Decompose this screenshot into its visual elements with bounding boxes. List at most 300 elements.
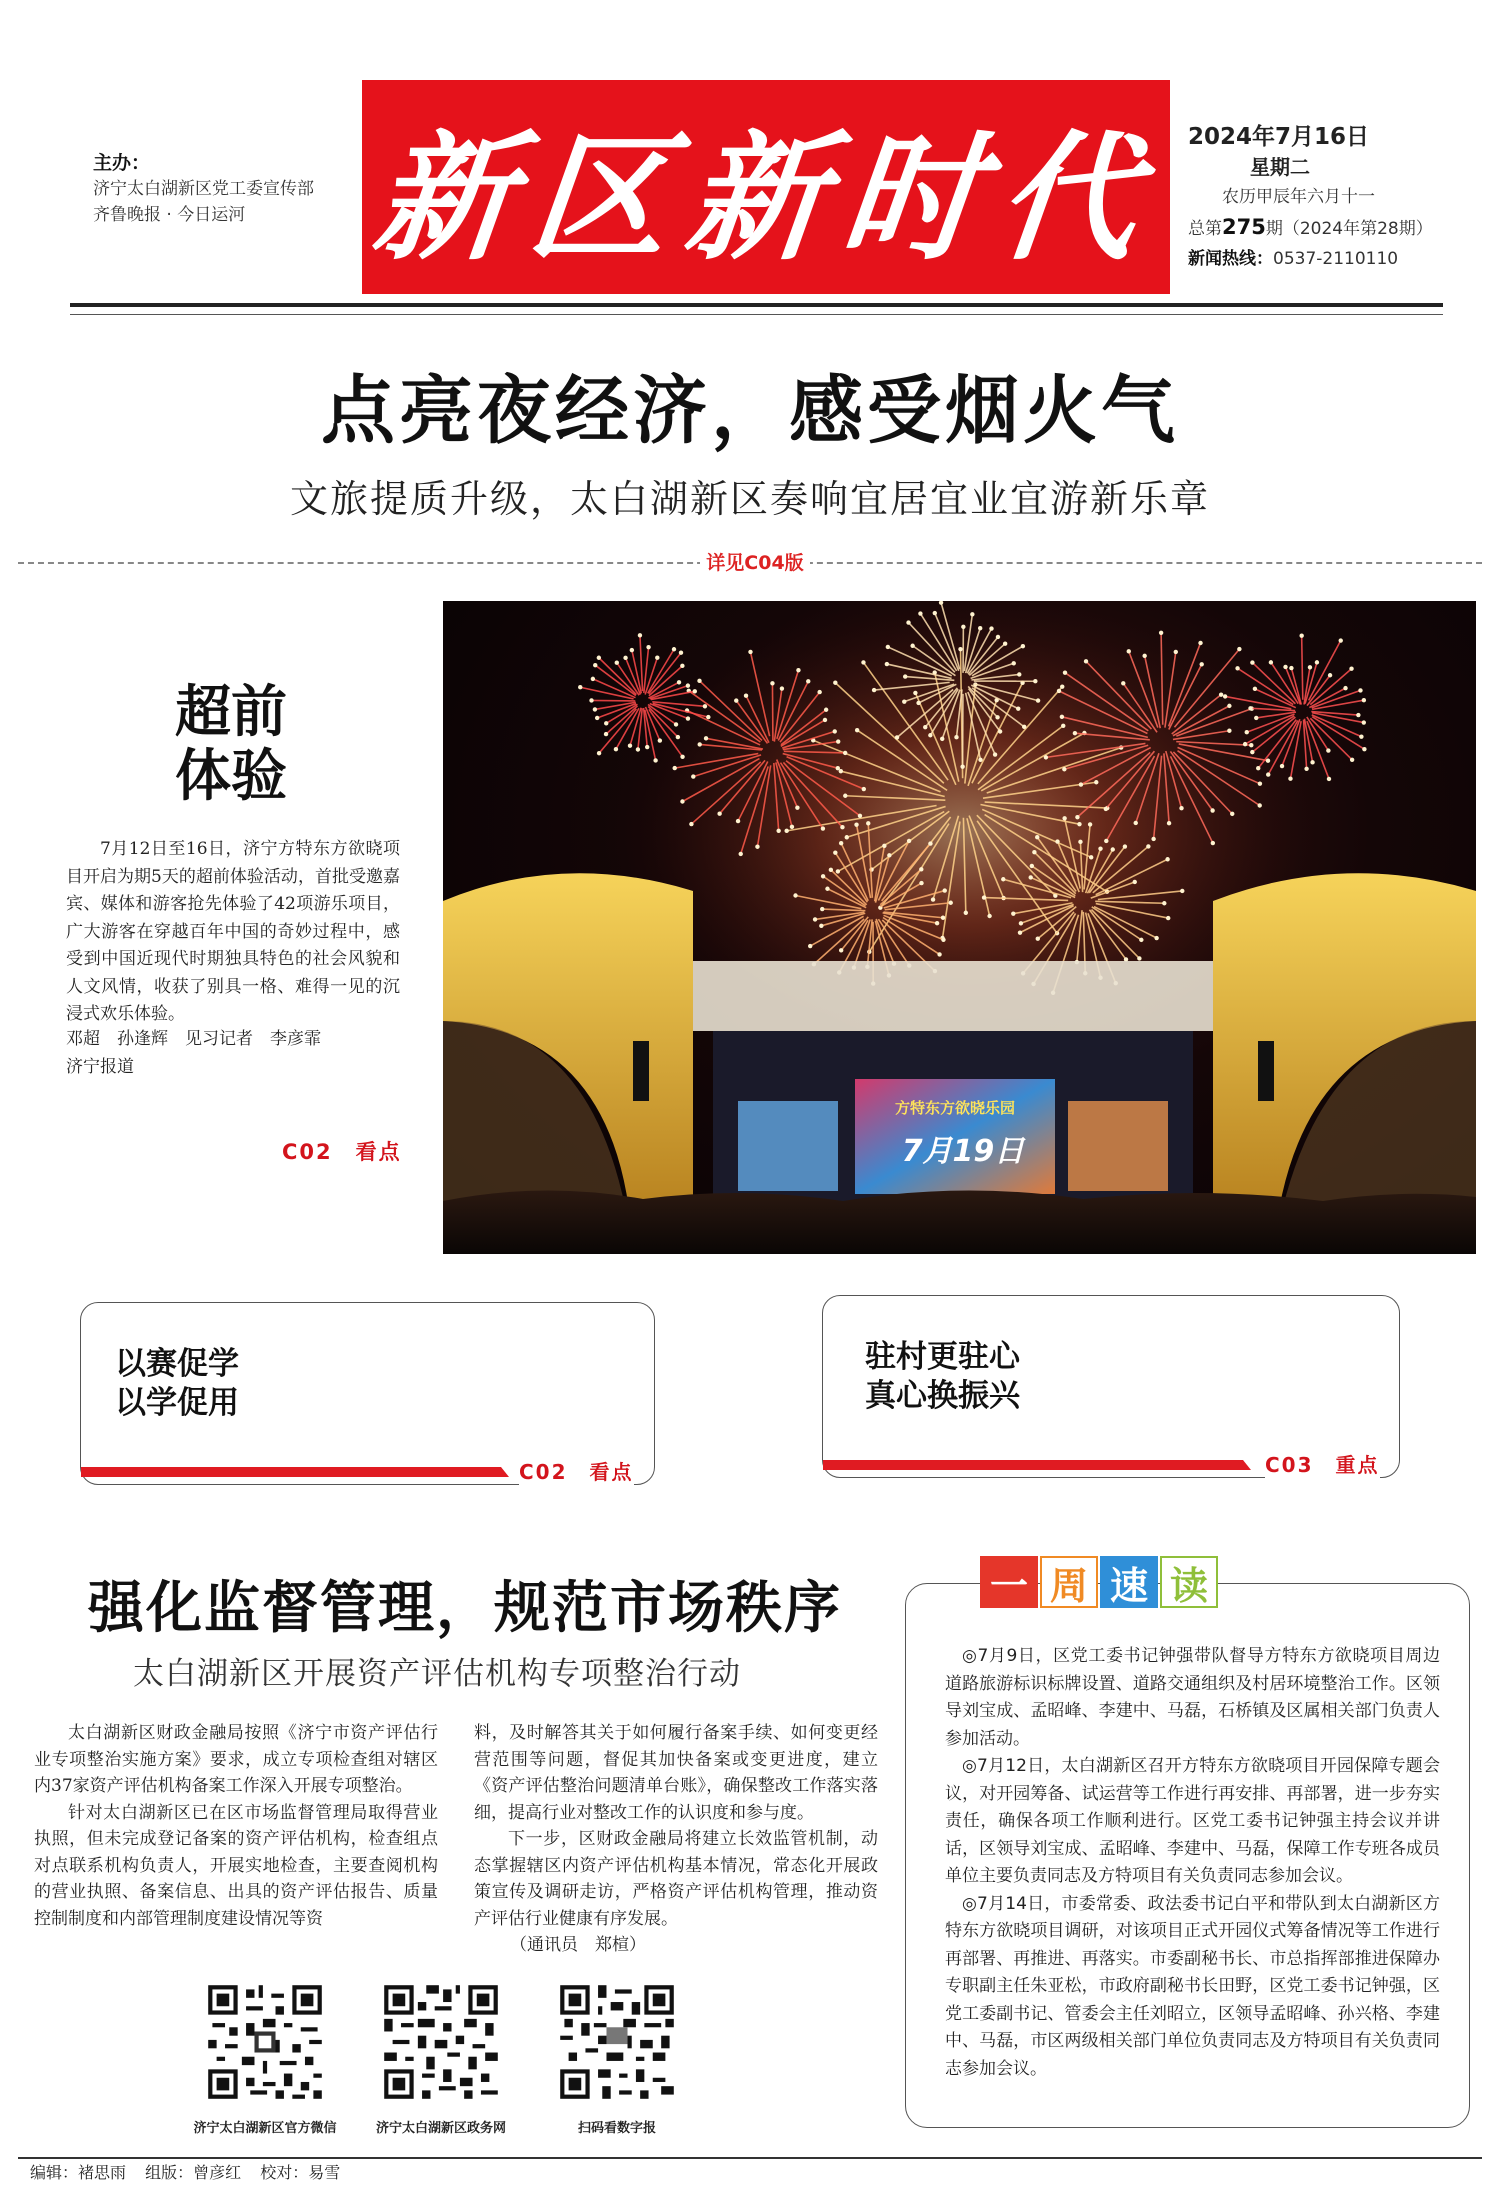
firework-spark-tip (1012, 661, 1016, 665)
firework-spark-tip (593, 707, 597, 711)
firework-spark-tip (1339, 638, 1343, 642)
firework-spark-tip (1358, 688, 1362, 692)
firework-spark-tip (1253, 687, 1257, 691)
sponsor-block (93, 150, 353, 228)
firework-spark-tip (698, 742, 702, 746)
side-screen-left (738, 1101, 838, 1191)
firework-spark-tip (1315, 660, 1319, 664)
firework-spark-tip (1035, 835, 1039, 839)
firework-spark-tip (821, 826, 825, 830)
firework-spark-tip (1283, 665, 1287, 669)
firework-spark-tip (1174, 650, 1178, 654)
firework-spark-tip (1266, 772, 1270, 776)
firework-spark-tip (836, 766, 840, 770)
fireworks-photo (443, 601, 1476, 1254)
firework-spark-tip (954, 735, 958, 739)
issue-number: 275 (1222, 215, 1266, 239)
firework-spark-tip (970, 612, 974, 616)
firework-spark-tip (813, 917, 817, 921)
firework-spark-tip (1266, 759, 1270, 763)
firework-spark-tip (843, 751, 847, 755)
firework-spark-tip (933, 611, 937, 615)
firework-spark (640, 635, 643, 691)
firework-spark-tip (672, 647, 676, 651)
firework-spark-tip (780, 686, 784, 690)
firework-spark-tip (638, 633, 642, 637)
firework-spark-tip (1356, 713, 1360, 717)
firework-spark-tip (928, 733, 932, 737)
firework-spark-tip (913, 691, 917, 695)
firework-spark-tip (1033, 679, 1037, 683)
firework-spark-tip (1036, 698, 1040, 702)
firework-spark-tip (1250, 660, 1254, 664)
firework-spark-tip (1249, 743, 1253, 747)
firework-spark-tip (817, 690, 821, 694)
firework-spark-tip (918, 611, 922, 615)
firework-spark-tip (840, 825, 844, 829)
firework-spark-tip (674, 722, 678, 726)
byline-reporters: 邓超 孙逢辉 见习记者 李彦霏 (66, 1029, 321, 1049)
firework-spark-tip (1137, 956, 1141, 960)
firework-spark-tip (679, 651, 683, 655)
firework-spark-tip (1016, 706, 1020, 710)
firework-spark-tip (1343, 686, 1347, 690)
article-paragraph: 料，及时解答其关于如何履行备案手续、如何变更经营范围等问题，督促其加快备案或变更进度，建立《资产评估整治问题清单台账》，确保整改工作落实落细，提高行业对整改工作的认识度和参与度。 (474, 1723, 878, 1823)
firework-spark-tip (923, 725, 927, 729)
firework-spark-tip (1057, 689, 1061, 693)
firework-spark-tip (1104, 839, 1108, 843)
issue-date: 2024年7月16日 (1188, 124, 1370, 150)
firework-spark-tip (796, 668, 800, 672)
firework-spark-tip (931, 897, 935, 901)
firework-spark-tip (1036, 937, 1040, 941)
firework-spark-tip (784, 829, 788, 833)
story-body: 7月12日至16日，济宁方特东方欲晓项目开启为期5天的超前体验活动，首批受邀嘉宾、媒体和游客抢先体验了42项游乐项目，广大游客在穿越百年中国的奇妙过程中，感受到中国近现代时期独具特色的社会风貌和人文风情，收获了别具一格、难得一见的沉浸式欢乐体验。 (66, 839, 400, 1024)
qr-caption: 济宁太白湖新区官方微信 (193, 2121, 337, 2136)
firework-spark-tip (1235, 666, 1239, 670)
story-byline (66, 1026, 400, 1081)
firework-spark-tip (1350, 758, 1354, 762)
firework-spark-tip (820, 907, 824, 911)
firework-spark-tip (1258, 803, 1262, 807)
speaker-left (633, 1041, 649, 1101)
firework-spark-tip (862, 787, 866, 791)
firework-spark-tip (693, 689, 697, 693)
firework-spark-tip (623, 656, 627, 660)
firework-spark-tip (941, 938, 945, 942)
teaser-box-1[interactable] (80, 1302, 655, 1485)
firework-spark-tip (1362, 720, 1366, 724)
firework-spark (1310, 718, 1352, 759)
badge-char: 读 (1160, 1556, 1218, 1608)
teaser-title (115, 1345, 239, 1423)
firework-spark-tip (704, 736, 708, 740)
firework-spark-tip (823, 718, 827, 722)
issue-number-line (1188, 212, 1438, 244)
firework-spark-tip (1349, 667, 1353, 671)
firework-spark-tip (1062, 767, 1066, 771)
masthead-logo (362, 80, 1170, 294)
firework-spark-tip (595, 716, 599, 720)
article-subtitle: 太白湖新区开展资产评估机构专项整治行动 (133, 1656, 741, 1692)
firework-spark-tip (589, 698, 593, 702)
firework-spark-tip (1001, 877, 1005, 881)
firework-spark-tip (1030, 864, 1034, 868)
firework-spark-tip (1310, 760, 1314, 764)
fireworks-illustration (443, 601, 1476, 1254)
teaser-box-2[interactable] (822, 1295, 1400, 1478)
firework-spark-tip (655, 656, 659, 660)
firework-spark-tip (833, 729, 837, 733)
firework-spark-tip (776, 829, 780, 833)
firework-spark-tip (1021, 644, 1025, 648)
qr-caption: 扫码看数字报 (577, 2121, 656, 2136)
firework-spark-tip (1199, 662, 1203, 666)
teaser-title-line: 以学促用 (115, 1385, 239, 1421)
firework-spark-tip (1254, 716, 1258, 720)
firework-spark-tip (1327, 777, 1331, 781)
firework-spark-tip (839, 841, 843, 845)
firework-spark-tip (1146, 844, 1150, 848)
firework-spark-tip (1104, 807, 1108, 811)
teaser-title-line: 驻村更驻心 (865, 1339, 1020, 1375)
firework-spark-tip (1362, 747, 1366, 751)
teaser-title-line: 以赛促学 (115, 1346, 239, 1382)
firework-spark-tip (941, 916, 945, 920)
firework-spark-tip (604, 721, 608, 725)
firework-spark-tip (1159, 631, 1163, 635)
firework-spark-tip (790, 825, 794, 829)
article-paragraph: 针对太白湖新区已在区市场监督管理局取得营业执照，但未完成登记备案的资产评估机构，检查组点对点联系机构负责人，开展实地检查，主要查阅机构的营业执照、备案信息、出具的资产评估报告、质量控制制度和内部管理制度建设情况等资 (34, 1802, 438, 1929)
firework-spark-tip (1210, 808, 1214, 812)
firework-spark-tip (645, 745, 649, 749)
firework-spark-tip (1308, 665, 1312, 669)
firework-spark-tip (795, 805, 799, 809)
firework-spark-tip (836, 869, 840, 873)
firework-spark-tip (919, 867, 923, 871)
firework-spark-tip (1032, 850, 1036, 854)
firework-spark-tip (593, 663, 597, 667)
firework-spark-tip (987, 914, 991, 918)
firework-spark-tip (928, 841, 932, 845)
firework-spark-tip (996, 635, 1000, 639)
firework-spark-tip (578, 685, 582, 689)
firework-spark-tip (689, 822, 693, 826)
qr-caption: 济宁太白湖新区政务网 (375, 2121, 506, 2136)
article-column-2 (474, 1720, 878, 1959)
firework-spark-tip (845, 835, 849, 839)
firework-spark-tip (1256, 766, 1260, 770)
firework-spark-tip (591, 677, 595, 681)
firework-spark-tip (739, 852, 743, 856)
firework-spark-tip (1250, 750, 1254, 754)
proof-credit: 校对：易雪 (260, 2163, 341, 2182)
firework-spark-tip (1151, 837, 1155, 841)
firework-spark-tip (717, 811, 721, 815)
lead-subhead: 文旅提质升级，太白湖新区奏响宜居宜业宜游新乐章 (289, 477, 1210, 521)
firework-spark-tip (680, 755, 684, 759)
article-paragraph: 下一步，区财政金融局将建立长效监管机制，动态掌握辖区内资产评估机构基本情况，常态化开展政策宣传及调研走访，严格资产评估机构管理，推动资产评估行业健康有序发展。 (474, 1829, 878, 1929)
firework-spark-tip (833, 850, 837, 854)
firework-spark-tip (895, 735, 899, 739)
article-title: 强化监督管理，规范市场秩序 (88, 1575, 842, 1641)
firework-spark-tip (736, 819, 740, 823)
firework-spark-tip (676, 735, 680, 739)
sponsor-line: 济宁太白湖新区党工委宣传部 (93, 179, 314, 199)
firework-spark-tip (614, 747, 618, 751)
firework-spark-tip (993, 752, 997, 756)
firework-spark-tip (1011, 911, 1015, 915)
firework-spark-tip (615, 660, 619, 664)
firework-spark-tip (1018, 930, 1022, 934)
issue-prefix: 总第 (1188, 219, 1222, 239)
firework-spark-tip (1299, 634, 1303, 638)
screen-title: 方特东方欲晓乐园 (894, 1099, 1016, 1117)
story-title-line: 体验 (175, 743, 287, 809)
weekday: 星期二 (1250, 155, 1310, 179)
firework-spark-tip (744, 693, 748, 697)
teaser-title-line: 真心换振兴 (865, 1378, 1020, 1414)
firework-spark-tip (1124, 957, 1128, 961)
sponsor-line: 齐鲁晚报 · 今日运河 (93, 205, 246, 225)
firework-spark-tip (885, 662, 889, 666)
firework-spark-tip (1198, 641, 1202, 645)
firework-spark-tip (686, 683, 690, 687)
firework-spark-tip (1073, 731, 1077, 735)
firework-spark-tip (1133, 880, 1137, 884)
firework-spark-tip (1142, 654, 1146, 658)
firework-spark-tip (1089, 855, 1093, 859)
firework-spark-tip (998, 729, 1002, 733)
firework-spark-tip (597, 751, 601, 755)
firework-spark-tip (806, 679, 810, 683)
firework-spark-tip (960, 764, 964, 768)
firework-spark-tip (1223, 694, 1227, 698)
firework-spark-tip (1258, 781, 1262, 785)
firework-spark-tip (1237, 647, 1241, 651)
story-title (175, 680, 335, 808)
firework-spark-tip (1179, 806, 1183, 810)
firework-spark-tip (748, 650, 752, 654)
qr-row (170, 1975, 810, 2140)
firework-spark-tip (646, 645, 650, 649)
firework-spark-tip (1162, 901, 1166, 905)
firework-spark-tip (825, 887, 829, 891)
firework-spark-tip (1017, 672, 1021, 676)
firework-spark-tip (1304, 767, 1308, 771)
byline-location: 济宁报道 (66, 1056, 134, 1077)
firework-spark-tip (1084, 659, 1088, 663)
firework-spark-tip (910, 644, 914, 648)
firework-spark-tip (1063, 670, 1067, 674)
firework-spark-tip (940, 737, 944, 741)
firework-spark-tip (1077, 822, 1081, 826)
firework-spark-tip (1094, 780, 1098, 784)
firework-spark-tip (597, 656, 601, 660)
firework-spark-tip (866, 821, 870, 825)
firework-spark-tip (833, 681, 837, 685)
teaser-title (865, 1338, 1020, 1416)
firework-spark-tip (653, 758, 657, 762)
firework-spark-tip (1055, 839, 1059, 843)
firework-spark-tip (658, 738, 662, 742)
story-page-ref[interactable]: C02 看点 (282, 1140, 402, 1164)
firework-spark-tip (793, 893, 797, 897)
firework-spark-tip (829, 868, 833, 872)
masthead-rule (70, 303, 1443, 315)
firework-spark-tip (887, 853, 891, 857)
see-page-link[interactable]: 详见C04版 (700, 548, 810, 575)
firework-spark-tip (958, 647, 962, 651)
digest-item: ◎7月9日，区党工委书记钟强带队督导方特东方欲晓项目周边道路旅游标识标牌设置、道路交通组织及村居环境整治工作。区领导刘宝成、孟昭峰、李建中、马磊，石桥镇及区属相关部门负责人参加活动。 (945, 1646, 1440, 1749)
digest-item: ◎7月12日，太白湖新区召开方特东方欲晓项目开园保障专题会议，对开园筹备、试运营等工作进行再安排、再部署，进一步夯实责任，确保各项工作顺利进行。区党工委书记钟强主持会议并讲话，区领导刘宝成、孟昭峰、李建中、马磊，保障工作专班各成员单位主要负责同志及方特项目有关负责同志参加会议。 (945, 1756, 1440, 1886)
firework-spark-tip (1167, 821, 1171, 825)
firework-spark-tip (1139, 938, 1143, 942)
firework-spark-tip (604, 732, 608, 736)
firework-spark-tip (1230, 812, 1234, 816)
firework-spark-tip (1111, 847, 1115, 851)
lunar-date: 农历甲辰年六月十一 (1222, 187, 1375, 207)
editor-credit: 编辑：褚思雨 (30, 2163, 127, 2182)
firework-spark-tip (1219, 692, 1223, 696)
firework-spark-tip (1003, 642, 1007, 646)
teaser-page-ref[interactable]: C02 看点 (519, 1456, 634, 1485)
firework-spark-tip (854, 822, 858, 826)
firework-spark-tip (770, 681, 774, 685)
firework-spark-tip (1061, 724, 1065, 728)
firework-spark-tip (691, 774, 695, 778)
sponsor-label: 主办： (93, 152, 151, 174)
firework-spark-tip (1328, 673, 1332, 677)
firework-spark-tip (836, 739, 840, 743)
teaser-page-ref[interactable]: C03 重点 (1265, 1449, 1380, 1478)
qr-code-icon (204, 1981, 326, 2103)
logo-text: 新区新时代 (366, 116, 1164, 279)
firework-spark-tip (872, 688, 876, 692)
firework-spark-tip (961, 625, 965, 629)
firework-spark (1302, 636, 1303, 700)
firework-spark-tip (855, 728, 859, 732)
footer-credits (30, 2160, 354, 2183)
firework-spark-tip (964, 911, 968, 915)
firework-spark-tip (1127, 649, 1131, 653)
firework-spark-tip (697, 679, 701, 683)
firework-spark-tip (882, 844, 886, 848)
firework-spark-tip (630, 648, 634, 652)
firework-spark-tip (1227, 704, 1231, 708)
firework-spark-tip (703, 704, 707, 708)
firework-spark-tip (808, 944, 812, 948)
article-column-1 (34, 1720, 438, 1932)
issue-suffix: 期（2024年第28期） (1265, 219, 1433, 239)
qr-code-icon (556, 1981, 678, 2103)
side-screen-right (1068, 1101, 1168, 1191)
firework-spark-tip (982, 895, 986, 899)
article-byline: （通讯员 郑楦） (510, 1935, 646, 1955)
firework-spark-tip (989, 626, 993, 630)
stage-roof (693, 961, 1213, 1031)
weekly-digest-badge (980, 1548, 1230, 1616)
speaker-right (1258, 1041, 1274, 1101)
firework-spark-tip (1078, 840, 1082, 844)
badge-char: 周 (1040, 1556, 1098, 1608)
firework-spark-tip (1060, 684, 1064, 688)
firework-spark-tip (1180, 889, 1184, 893)
firework-spark-tip (1269, 660, 1273, 664)
firework-spark-tip (1288, 777, 1292, 781)
lead-headline: 点亮夜经济，感受烟火气 (321, 368, 1179, 454)
qr-code-icon (380, 1981, 502, 2103)
firework-spark-tip (1165, 857, 1169, 861)
firework-spark-tip (906, 620, 910, 624)
firework-spark-tip (907, 839, 911, 843)
firework-spark-tip (1044, 755, 1048, 759)
firework-spark-tip (1243, 742, 1247, 746)
story-title-line: 超前 (175, 679, 287, 745)
firework-spark-tip (1075, 815, 1079, 819)
firework-spark-tip (1019, 921, 1023, 925)
firework-spark-tip (680, 664, 684, 668)
firework-spark-tip (821, 874, 825, 878)
firework-spark-tip (1248, 706, 1252, 710)
firework-spark-tip (1098, 846, 1102, 850)
firework-spark-tip (919, 881, 923, 885)
firework-spark-tip (1280, 764, 1284, 768)
firework-spark-tip (1326, 748, 1330, 752)
firework-spark-tip (937, 952, 941, 956)
firework-spark-tip (1088, 822, 1092, 826)
firework-spark-tip (1079, 782, 1083, 786)
firework-spark-tip (916, 701, 920, 705)
firework-spark-tip (1154, 936, 1158, 940)
layout-credit: 组版：曾彦红 (145, 2163, 242, 2182)
firework-spark-tip (1121, 681, 1125, 685)
badge-char: 一 (980, 1556, 1038, 1608)
firework-spark-tip (706, 715, 710, 719)
firework-spark-tip (1134, 821, 1138, 825)
firework-spark-tip (1211, 841, 1215, 845)
firework-spark-tip (978, 626, 982, 630)
hotline-line (1188, 244, 1438, 274)
firework-spark-tip (1227, 729, 1231, 733)
footer-rule (18, 2157, 1482, 2159)
firework-spark-tip (995, 715, 999, 719)
firework-spark-tip (949, 901, 953, 905)
firework-spark-tip (861, 660, 865, 664)
firework-spark-tip (1362, 698, 1366, 702)
firework-spark-tip (843, 794, 847, 798)
hotline-label: 新闻热线： (1188, 249, 1273, 269)
firework-spark-tip (886, 645, 890, 649)
firework-spark-tip (1022, 725, 1026, 729)
screen-date: 7月19日 (901, 1134, 1025, 1169)
firework-spark-tip (978, 758, 982, 762)
firework-spark-tip (819, 924, 823, 928)
firework-spark-tip (1245, 730, 1249, 734)
firework-spark-tip (902, 699, 906, 703)
firework-spark-tip (1029, 875, 1033, 879)
firework-spark-tip (673, 766, 677, 770)
firework-spark-tip (755, 845, 759, 849)
firework-spark-tip (686, 716, 690, 720)
article-paragraph: 太白湖新区财政金融局按照《济宁市资产评估行业专项整治实施方案》要求，成立专项检查组对辖区内37家资产评估机构备案工作深入开展专项整治。 (34, 1723, 438, 1796)
firework-spark-tip (677, 680, 681, 684)
firework-spark-tip (1359, 734, 1363, 738)
firework-spark-tip (1062, 816, 1066, 820)
firework-spark-tip (824, 708, 828, 712)
firework-spark-tip (1166, 916, 1170, 920)
firework-spark-tip (1060, 715, 1064, 719)
